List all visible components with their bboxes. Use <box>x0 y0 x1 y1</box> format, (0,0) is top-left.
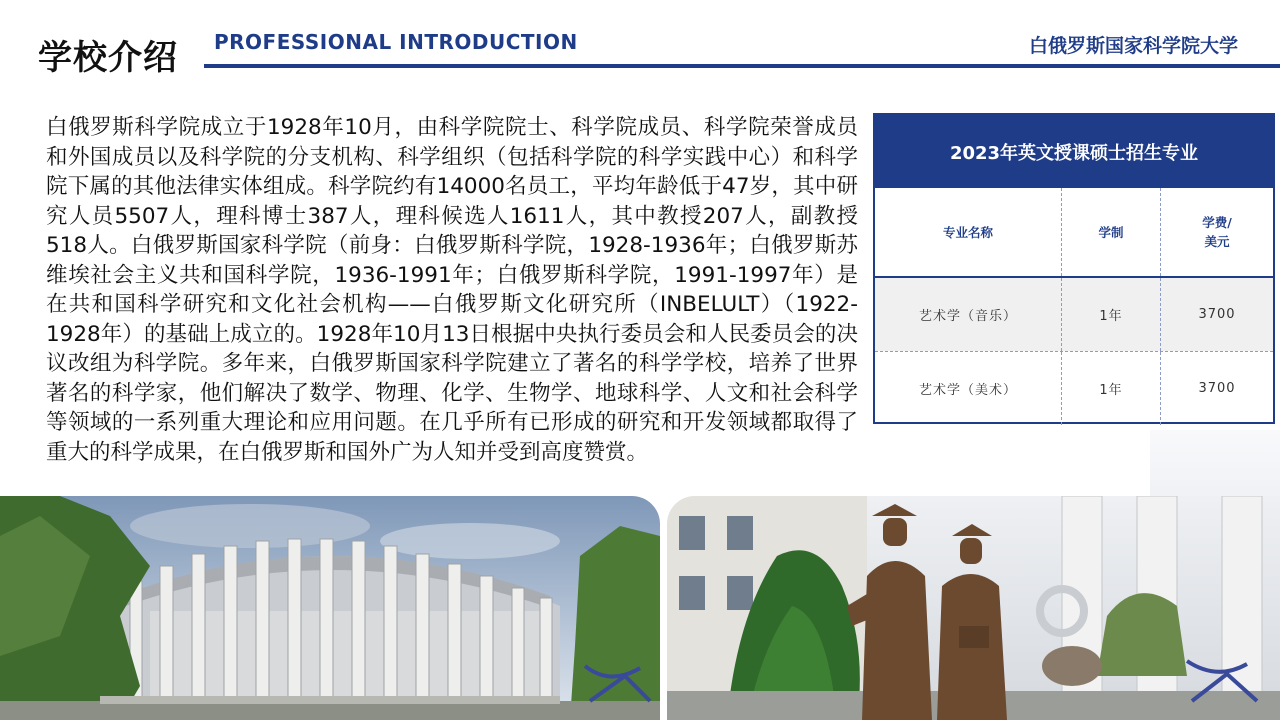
table-row <box>875 278 1273 351</box>
table-row <box>875 351 1273 425</box>
header-duration: 学制 <box>1062 188 1161 276</box>
header-major: 专业名称 <box>875 188 1062 276</box>
cell-tuition: 3700 <box>1198 381 1236 396</box>
table-title: 2023年英文授课硕士招生专业 <box>875 115 1273 188</box>
cell-major: 艺术学（美术） <box>875 352 1062 425</box>
scholar-statues-photo <box>667 496 1280 720</box>
cell-major: 艺术学（音乐） <box>875 278 1062 351</box>
cell-tuition: 3700 <box>1198 307 1236 322</box>
program-table <box>873 113 1275 424</box>
header-divider <box>204 64 1280 68</box>
header-tuition: 学费/ 美元 <box>1202 215 1232 249</box>
cell-duration: 1年 <box>1062 352 1161 425</box>
academy-building-photo <box>0 496 660 720</box>
cell-duration: 1年 <box>1062 278 1161 351</box>
intro-paragraph: 白俄罗斯科学院成立于1928年10月，由科学院院士、科学院成员、科学院荣誉成员和外国成员以及科学院的分支机构、科学组织（包括科学院的科学实践中心）和科学院下属的其他法律实体组成。科学院约有14000名员工，平均年龄低于47岁，其中研究人员5507人，理科博士387人，理科候选人1611人，其中教授207人，副教授518人。白俄罗斯国家科学院（前身：白俄罗斯科学院，1928-1936年；白俄罗斯苏维埃社会主义共和国科学院，1936-1991年；白俄罗斯科学院，1991-1997年）是在共和国科学研究和文化社会机构——白俄罗斯文化研究所（INBELULT）（1922-1928年）的基础上成立的。1928年10月13日根据中央执行委员会和人民委员会的决议改组为科学院。多年来，白俄罗斯国家科学院建立了著名的科学学校，培养了世界著名的科学家，他们解决了数学、物理、化学、生物学、地球科学、人文和社会科学等领域的一系列重大理论和应用问题。在几乎所有已形成的研究和开发领域都取得了重大的科学成果，在白俄罗斯和国外广为人知并受到高度赞赏。 <box>46 115 858 465</box>
table-header-row <box>875 188 1273 278</box>
page-title: 学校介绍 <box>38 38 178 78</box>
page-subtitle: PROFESSIONAL INTRODUCTION <box>214 30 578 54</box>
school-name: 白俄罗斯国家科学院大学 <box>1028 35 1238 57</box>
